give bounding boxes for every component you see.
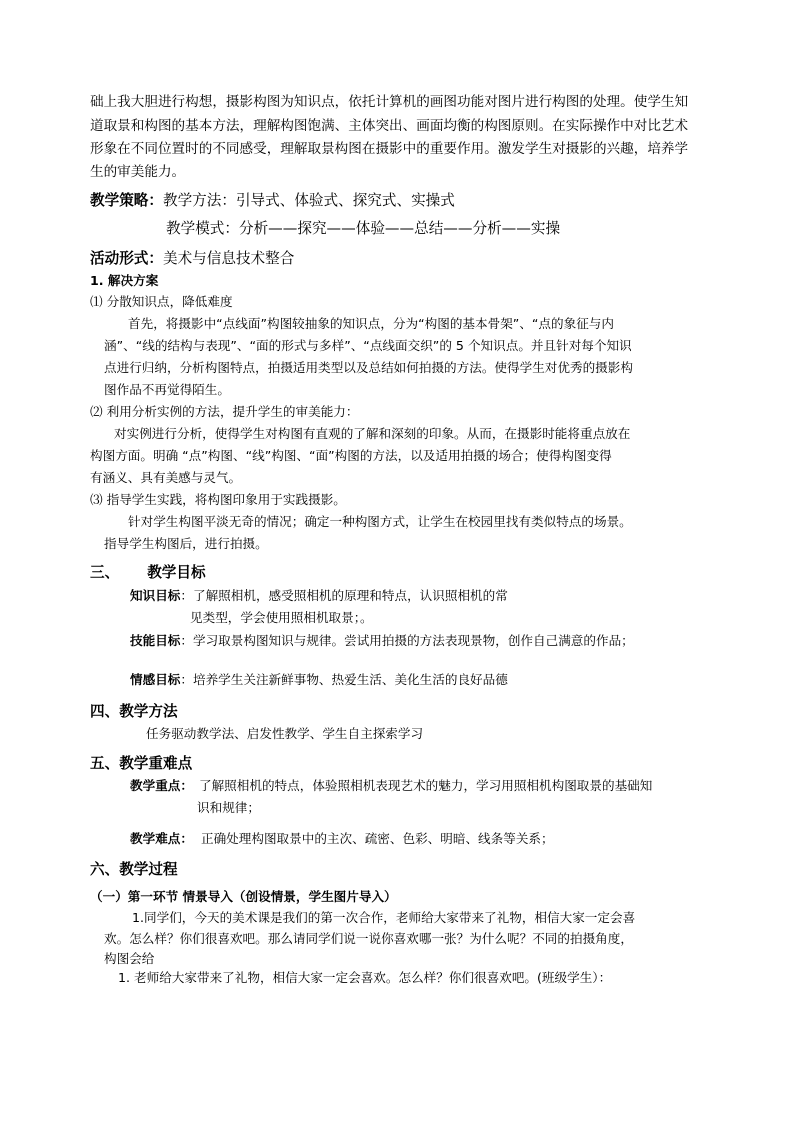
solution-item2-line2: 构图方面。明确 “点”构图、“线”构图、“面”构图的方法，以及适用拍摄的场合；使得构图变得 (90, 448, 612, 463)
methods-heading: 四、教学方法 (90, 703, 178, 720)
intro-line-4: 生的审美能力。 (90, 164, 186, 180)
solution-item1-line2: 涵”、“线的结构与表现”、“面的形式与多样”、“点线面交织”的 5 个知识点。并且针对每个知识 (104, 338, 632, 353)
knowledge-goal-line-2: 见类型，学会使用照相机取景；。 (190, 610, 373, 625)
intro-line-1: 础上我大胆进行构想，摄影构图为知识点，依托计算机的画图功能对图片进行构图的处理。使学生知 (90, 94, 689, 110)
solution-item2-title: ⑵ 利用分析实例的方法，提升学生的审美能力： (90, 404, 359, 419)
intro-line-3: 形象在不同位置时的不同感受，理解取景构图在摄影中的重要作用。激发学生对摄影的兴趣，培养学 (90, 141, 689, 157)
solution-item3-line1: 针对学生构图平淡无奇的情况；确定一种构图方式，让学生在校园里找有类似特点的场景。 (128, 514, 632, 529)
knowledge-goal-line-1: ：了解照相机，感受照相机的原理和特点，认识照相机的常 (180, 588, 508, 603)
solution-item1-line1: 首先，将摄影中“点线面”构图较抽象的知识点，分为“构图的基本骨架”、“点的象征与内 (128, 316, 614, 331)
emotion-goal-label: 情感目标 (130, 672, 181, 687)
solution-item3-title: ⑶ 指导学生实践，将构图印象用于实践摄影。 (90, 492, 346, 507)
key-point-line-2: 识和规律； (197, 800, 260, 815)
emotion-goal-text: ：培养学生关注新鲜事物、热爱生活、美化生活的良好品德 (180, 672, 508, 687)
process-p1-line-2: 欢。怎么样？你们很喜欢吧。那么请同学们说一说你喜欢哪一张？为什么呢？不同的拍摄角度， (104, 931, 633, 946)
key-point-row (130, 780, 652, 793)
skill-goal-label: 技能目标 (130, 633, 181, 648)
strategy-row (90, 194, 455, 209)
solution-item2-line1: 对实例进行分析，使得学生对构图有直观的了解和深刻的印象。从而，在摄影时能将重点放在 (114, 426, 631, 441)
keypoints-heading: 五、教学重难点 (90, 755, 193, 772)
activity-row (90, 252, 294, 267)
process-heading: 六、教学过程 (90, 861, 178, 878)
knowledge-goal-label: 知识目标 (130, 588, 181, 603)
emotion-goal-row (130, 674, 508, 687)
solution-item1-line3: 点进行归纳，分析构图特点，拍摄适用类型以及总结如何拍摄的方法。使得学生对优秀的摄影构 (104, 360, 633, 375)
solution-item3-line2: 指导学生构图后，进行拍摄。 (104, 536, 268, 551)
skill-goal-text: ：学习取景构图知识与规律。尝试用拍摄的方法表现景物，创作自己满意的作品； (180, 633, 634, 648)
goals-heading-text: 教学目标 (147, 564, 206, 581)
solution-item1-title: ⑴ 分散知识点，降低难度 (90, 294, 233, 309)
intro-line-2: 道取景和构图的基本方法，理解构图饱满、主体突出、画面均衡的构图原则。在实际操作中对比艺术 (90, 118, 689, 134)
skill-goal-row (130, 635, 634, 648)
process-p2-line-1: 1. 老师给大家带来了礼物，相信大家一定会喜欢。怎么样？你们很喜欢吧。(班级学生）： (118, 970, 612, 985)
activity-text: 美术与信息技术整合 (162, 250, 295, 267)
solution-item1-line4: 图作品不再觉得陌生。 (104, 382, 230, 397)
goals-heading (90, 566, 206, 581)
strategy-methods: 教学方法：引导式、体验式、探究式、实操式 (162, 192, 455, 209)
difficult-point-row (130, 833, 554, 846)
strategy-modes: 教学模式：分析——探究——体验——总结——分析——实操 (166, 220, 561, 237)
difficult-point-text: 正确处理构图取景中的主次、疏密、色彩、明暗、线条等关系； (200, 831, 554, 846)
key-point-line-1: 了解照相机的特点，体验照相机表现艺术的魅力，学习用照相机构图取景的基础知 (198, 778, 653, 793)
activity-label: 活动形式： (90, 250, 163, 267)
goals-heading-number: 三、 (90, 564, 120, 581)
solution-item2-line3: 有涵义、具有美感与灵气。 (90, 470, 242, 485)
strategy-label: 教学策略： (90, 192, 163, 209)
key-point-label: 教学重点： (130, 778, 193, 793)
knowledge-goal-row (130, 590, 508, 603)
solution-heading: 1. 解决方案 (90, 273, 159, 288)
difficult-point-label: 教学难点： (130, 831, 193, 846)
process-p1-line-1: 1.同学们，今天的美术课是我们的第一次合作，老师给大家带来了礼物，相信大家一定会喜 (132, 910, 636, 925)
process-section-1: （一）第一环节 情景导入（创设情景，学生图片导入） (90, 889, 397, 904)
process-p1-line-3: 构图会给 (104, 951, 155, 966)
methods-text: 任务驱动教学法、启发性教学、学生自主探索学习 (146, 726, 424, 741)
